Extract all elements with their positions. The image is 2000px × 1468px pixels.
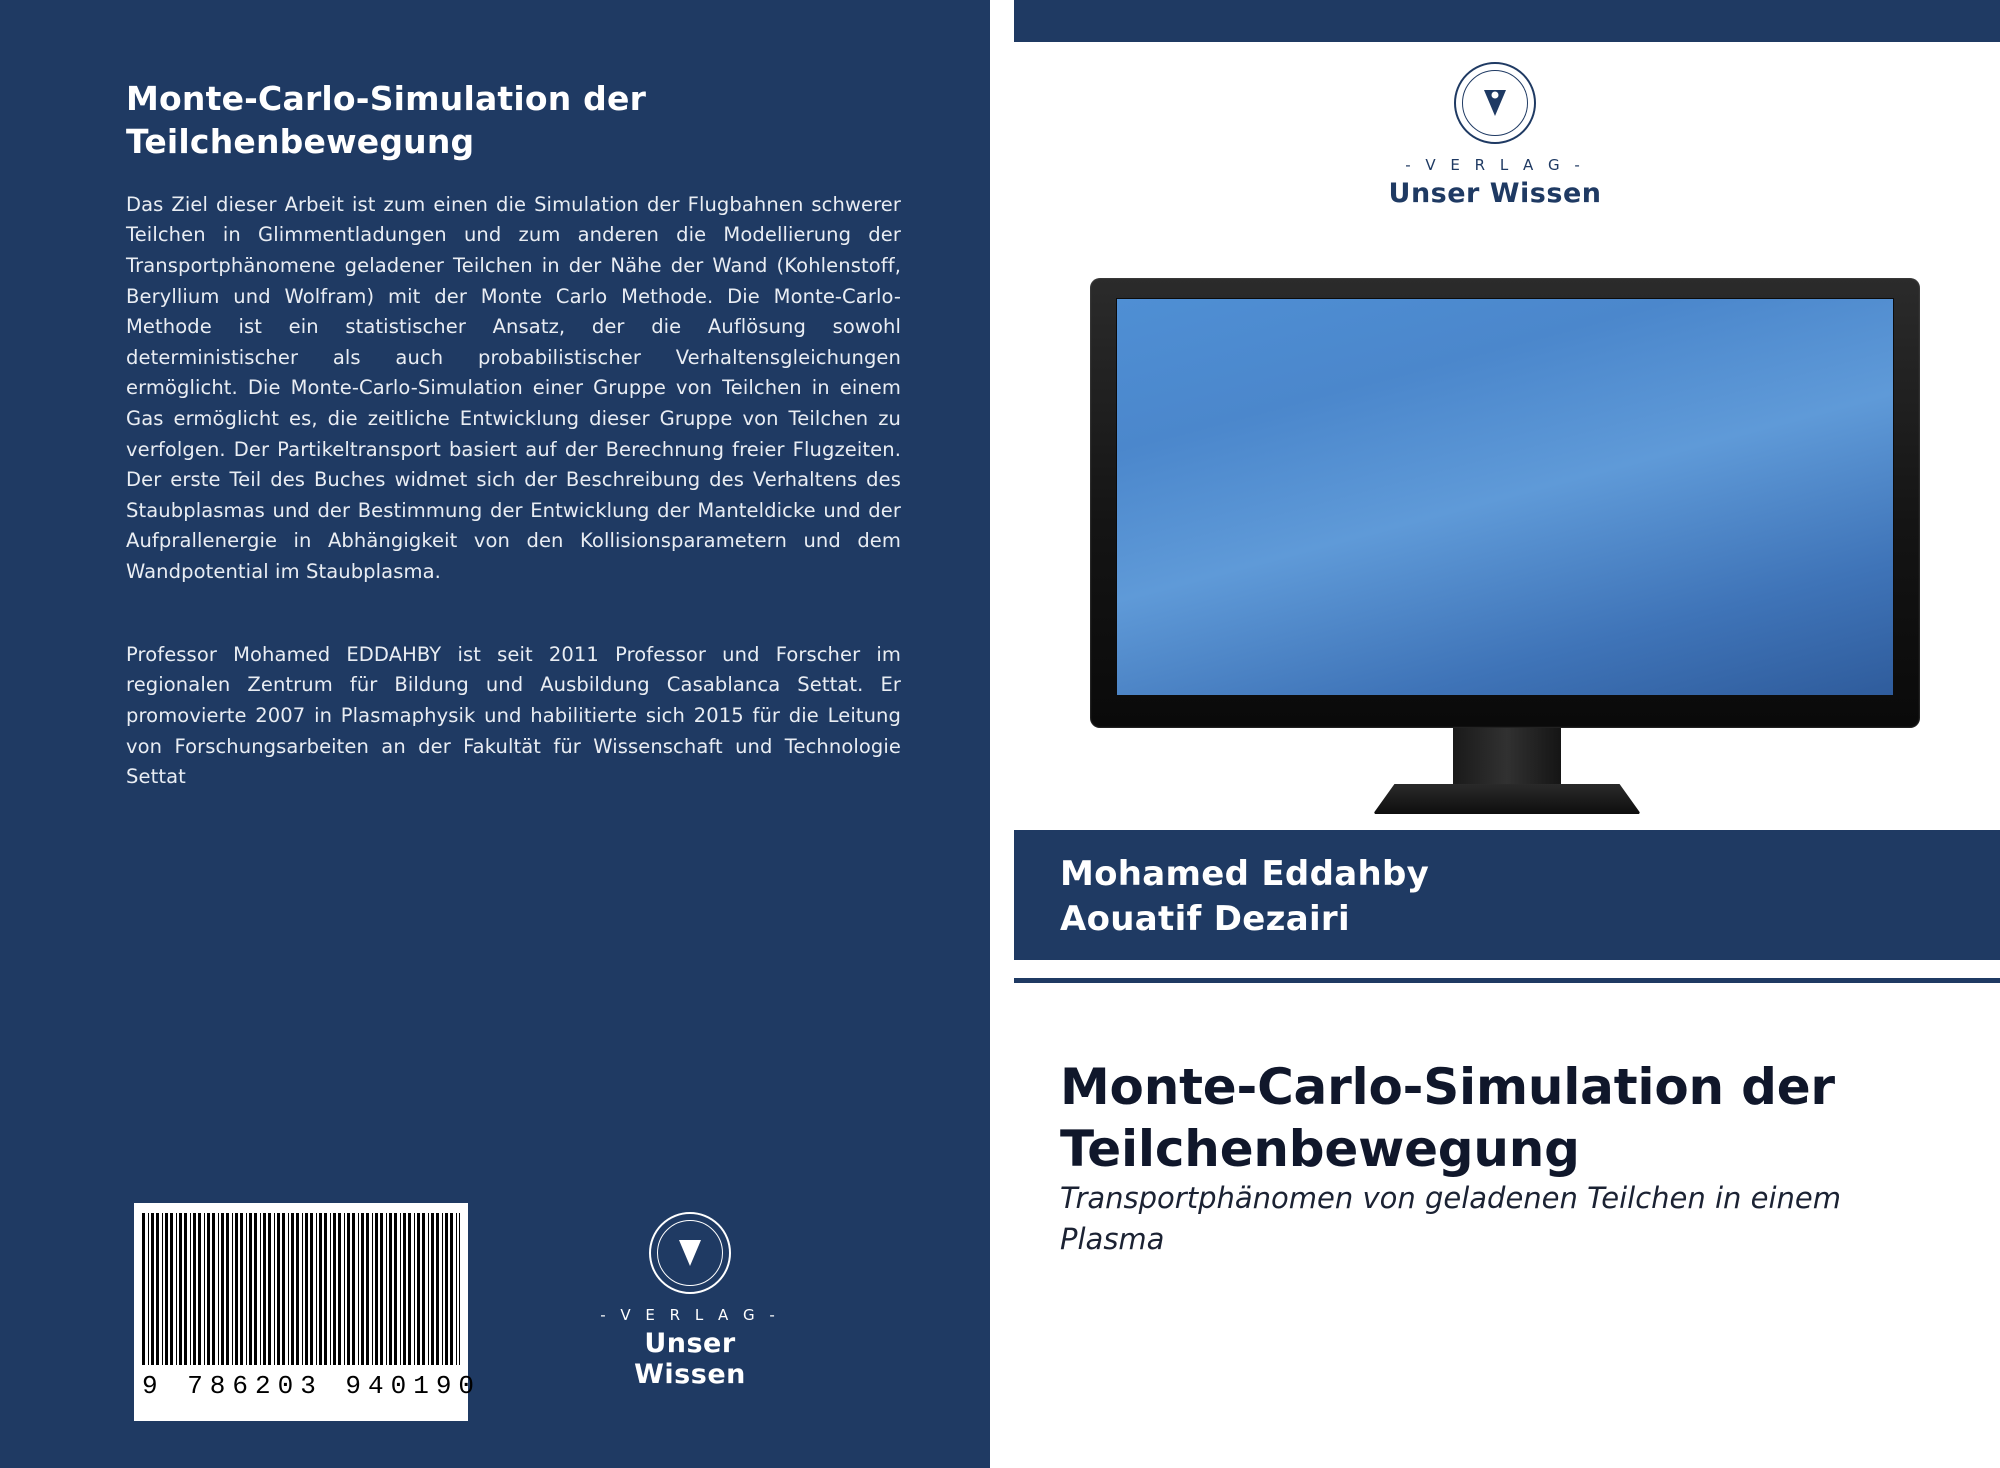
- publisher-name: Unser Wissen: [1388, 178, 1602, 209]
- authors-band: [1014, 830, 2000, 960]
- front-cover-subtitle: Transportphänomen von geladenen Teilchen in einem Plasma: [1060, 1181, 1841, 1257]
- back-cover-title: Monte-Carlo-Simulation der Teilchenbewegung: [126, 79, 647, 161]
- barcode-bars: [142, 1213, 460, 1365]
- front-cover-title: Monte-Carlo-Simulation der Teilchenbewegung: [1060, 1057, 1835, 1178]
- publisher-seal-icon: [1454, 62, 1536, 144]
- author-name-1: Mohamed Eddahby: [1060, 854, 1430, 894]
- cover-illustration-monitor: [1014, 278, 2000, 826]
- publisher-logo-back: [590, 1212, 790, 1390]
- back-cover-text-block: [126, 78, 901, 793]
- monitor-stand-base: [1373, 784, 1641, 814]
- publisher-logo-front: [990, 62, 2000, 209]
- back-cover-description: Das Ziel dieser Arbeit ist zum einen die Simulation der Flugbahnen schwerer Teilchen in Glimmentladungen und zum anderen die Modellierung der Transportphänomene geladener Teilchen in der Nähe der Wand (Kohlenstoff, Beryllium und Wolfram) mit der Monte Carlo Methode. Die Monte-Carlo-Methode ist ein statistischer Ansatz, der die Auflösung sowohl deterministischer als auch probabilistischer Verhaltensgleichungen ermöglicht. Die Monte-Carlo-Simulation einer Gruppe von Teilchen in einem Gas ermöglicht es, die zeitliche Entwicklung dieser Gruppe von Teilchen zu verfolgen. Der Partikeltransport basiert auf der Berechnung freier Flugzeiten. Der erste Teil des Buches widmet sich der Beschreibung des Verhaltens des Staubplasmas und der Bestimmung der Entwicklung der Manteldicke und der Aufprallenergie in Abhängigkeit von den Kollisionsparametern und dem Wandpotential im Staubplasma.: [126, 192, 901, 584]
- author-name-2: Aouatif Dezairi: [1060, 898, 1350, 939]
- front-cover: [990, 0, 2000, 1468]
- publisher-name: Unser Wissen: [634, 1328, 746, 1390]
- monitor-bezel: [1090, 278, 1920, 728]
- publisher-verlag-label: - V E R L A G -: [1405, 156, 1585, 174]
- barcode: [134, 1203, 482, 1421]
- monitor-stand-neck: [1453, 728, 1561, 788]
- publisher-verlag-label: - V E R L A G -: [600, 1306, 780, 1324]
- back-cover: [0, 0, 990, 1468]
- front-cover-top-band: [1014, 0, 2000, 42]
- barcode-digits: 9 786203 940190: [142, 1371, 482, 1401]
- pen-nib-dot: [1492, 92, 1499, 99]
- pen-nib-dot: [687, 1242, 694, 1249]
- publisher-seal-icon: [649, 1212, 731, 1294]
- front-cover-divider: [1014, 978, 2000, 983]
- back-cover-author-biography: Professor Mohamed EDDAHBY ist seit 2011 Professor und Forscher im regionalen Zentrum für Bildung und Ausbildung Casablanca Settat. Er promovierte 2007 in Plasmaphysik und habilitierte sich 2015 für die Leitung von Forschungsarbeiten an der Fakultät für Wissenschaft und Technologie Settat: [126, 642, 901, 789]
- monitor-screen: [1116, 298, 1894, 696]
